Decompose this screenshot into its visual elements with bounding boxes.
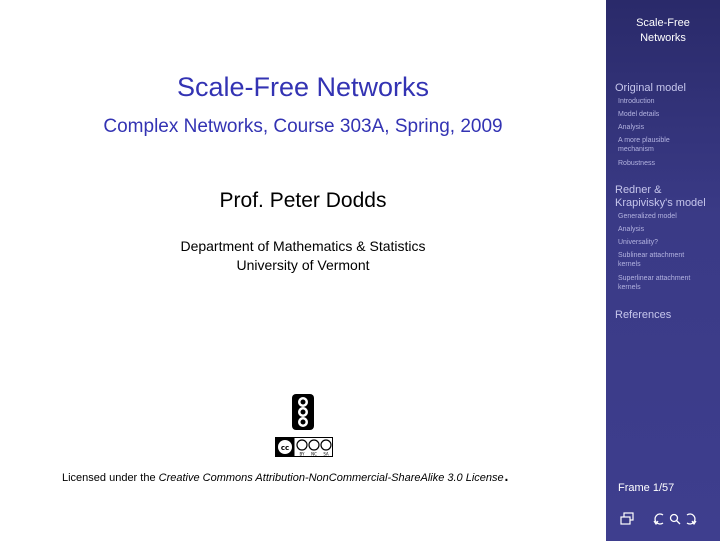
sidebar-subitem-line: Introduction (618, 98, 655, 105)
sidebar-section[interactable] (615, 184, 706, 210)
license-prefix: Licensed under the (62, 472, 159, 484)
sidebar-subitem-line: Robustness (618, 160, 655, 167)
sidebar-subitem-line: mechanism (618, 146, 654, 153)
navigation-sidebar (606, 0, 720, 541)
sidebar-subitem[interactable] (618, 238, 718, 247)
sidebar-subitem-line: Universality? (618, 239, 659, 246)
sidebar-subitem[interactable] (618, 123, 718, 132)
sidebar-subitem[interactable] (618, 251, 718, 269)
sidebar-subitem-line: Analysis (618, 124, 645, 131)
cc-by-label: BY (299, 451, 305, 457)
search-icon[interactable] (668, 512, 682, 526)
sidebar-subitem-line: kernels (618, 284, 641, 291)
license-link[interactable]: Creative Commons Attribution-NonCommercial-ShareAlike 3.0 License (158, 472, 504, 484)
sidebar-subitem[interactable] (618, 274, 718, 292)
cc-sa-label: SA (323, 451, 329, 457)
sidebar-section[interactable] (615, 82, 686, 95)
svg-text:cc: cc (280, 444, 290, 452)
sidebar-subitem-line: Sublinear attachment (618, 252, 685, 259)
sidebar-section[interactable] (615, 309, 671, 322)
sidebar-subitem[interactable] (618, 136, 718, 154)
forward-icon[interactable] (684, 512, 698, 526)
department-name: Department of Mathematics & Statistics (180, 238, 426, 254)
sidebar-section-line: Redner & (615, 184, 662, 196)
university-name: University of Vermont (236, 257, 370, 273)
slide-title: Scale-Free Networks (176, 72, 430, 102)
university-logo-icon (291, 393, 315, 431)
license-text (62, 464, 510, 486)
sidebar-subitem[interactable] (618, 225, 718, 234)
sidebar-title[interactable] (606, 16, 720, 46)
sidebar-title-line: Networks (640, 32, 686, 44)
frame-counter: Frame 1/57 (618, 482, 675, 494)
sidebar-subitem-line: Model details (618, 111, 660, 118)
sidebar-title-line: Scale-Free (636, 17, 690, 29)
sidebar-subitem-line: Superlinear attachment (618, 275, 691, 282)
sidebar-subitem-line: kernels (618, 261, 641, 268)
sidebar-subitem[interactable] (618, 212, 718, 221)
cc-nc-label: NC (311, 451, 317, 457)
creative-commons-badge-icon (275, 437, 333, 457)
back-icon[interactable] (652, 512, 666, 526)
sidebar-subitem-line: Generalized model (618, 213, 677, 220)
sidebar-section-line: Krapivisky's model (615, 197, 706, 209)
sidebar-subitem[interactable] (618, 159, 718, 168)
author-name: Prof. Peter Dodds (219, 189, 387, 212)
frame-nav-icon[interactable] (620, 512, 636, 526)
license-dot: . (503, 464, 510, 486)
sidebar-subitem-line: Analysis (618, 226, 645, 233)
sidebar-subitem[interactable] (618, 97, 718, 106)
sidebar-subitem[interactable] (618, 110, 718, 119)
sidebar-section-line: Original model (615, 82, 686, 94)
sidebar-subitem-line: A more plausible (618, 137, 670, 144)
sidebar-section-line: References (615, 309, 672, 321)
slide-subtitle: Complex Networks, Course 303A, Spring, 2009 (103, 116, 503, 137)
